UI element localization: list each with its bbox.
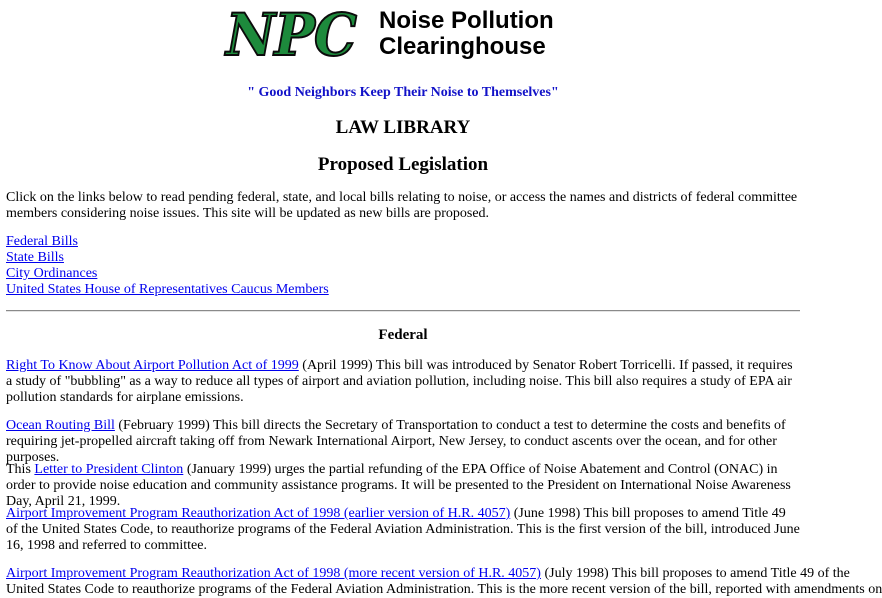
letter-to-president-link[interactable]: Letter to President Clinton [34, 462, 184, 477]
intro-paragraph: Click on the links below to read pending federal, state, and local bills relating to noise, or access the names and districts of federal committee members considering noise issues. This site will be updated as new bills are proposed. [6, 190, 798, 221]
logo-name-line-2: Clearinghouse [379, 33, 546, 60]
section-links [6, 234, 329, 298]
bill-description: (April 1999) This bill was introduced by Senator Robert Torricelli. If passed, it requires a study of "bubbling" as a way to reduce all types of airport and aviation pollution, including noise. This bill also requires a study of EPA air pollution standards for airplane emissions. [6, 358, 793, 405]
federal-bills-link[interactable]: Federal Bills [6, 234, 78, 249]
bill-entry [6, 566, 882, 598]
aip-reauthorization-earlier-link[interactable]: Airport Improvement Program Reauthorization Act of 1998 (earlier version of H.R. 4057) [6, 506, 511, 521]
bill-entry [6, 506, 800, 554]
bill-description: (January 1999) urges the partial refunding of the EPA Office of Noise Abatement and Control (ONAC) in order to provide noise education and community assistance programs. It will be presented to the President on International Noise Awareness Day, April 21, 1999. [6, 462, 791, 509]
ocean-routing-bill-link[interactable]: Ocean Routing Bill [6, 418, 115, 433]
state-bills-link[interactable]: State Bills [6, 250, 64, 265]
bill-entry [6, 462, 800, 510]
bill-description: (July 1998) This bill proposes to amend Title 49 of the [540, 566, 850, 581]
bill-description: (June 1998) This bill proposes to amend Title 49 of the United States Code, to reauthorize programs of the Federal Aviation Administration. This is the first version of the bill, introduced June 16, 1998 and referred to committee. [6, 506, 800, 553]
airport-pollution-act-link[interactable]: Right To Know About Airport Pollution Act of 1999 [6, 358, 299, 373]
bill-prefix: This [6, 462, 35, 477]
page-title: Proposed Legislation [317, 154, 489, 175]
aip-reauthorization-recent-link[interactable]: Airport Improvement Program Reauthorization Act of 1998 (more recent version of H.R. 4057) [6, 566, 541, 581]
bill-description-continued: United States Code to reauthorize programs of the Federal Aviation Administration. This is the more recent version of the bill, reported with amendments on [6, 582, 882, 597]
law-library-heading: LAW LIBRARY [335, 117, 471, 138]
bill-entry [6, 358, 800, 406]
caucus-members-link[interactable]: United States House of Representatives Caucus Members [6, 282, 329, 297]
tagline: " Good Neighbors Keep Their Noise to Themselves" [247, 85, 559, 100]
npc-logo [226, 1, 586, 69]
logo-site-name [379, 8, 554, 60]
bill-entry [6, 418, 800, 466]
logo-name-line-1: Noise Pollution [379, 7, 554, 34]
logo-abbreviation: NPC [226, 1, 357, 69]
bill-description: (February 1999) This bill directs the Secretary of Transportation to conduct a test to determine the costs and benefits of requiring jet-propelled aircraft taking off from Newark International Airport, New Jersey, to conduct ascents over the ocean, and for other purposes. [6, 418, 786, 465]
city-ordinances-link[interactable]: City Ordinances [6, 266, 98, 281]
horizontal-divider [6, 310, 800, 312]
federal-heading: Federal [378, 327, 428, 343]
